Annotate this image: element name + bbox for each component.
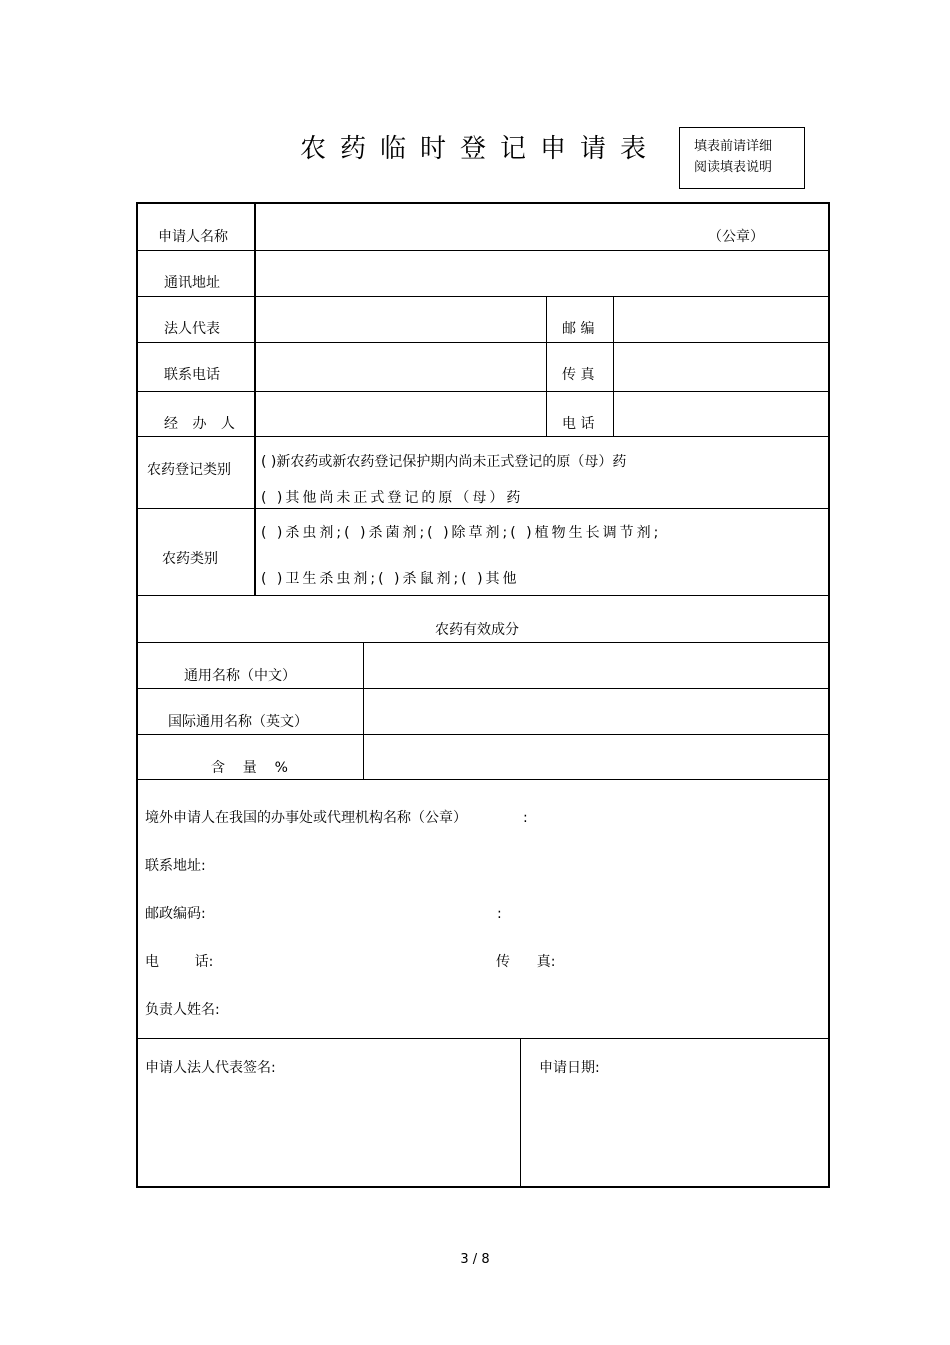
row-divider bbox=[138, 250, 828, 251]
overseas-fax-label: 传 真: bbox=[496, 954, 556, 970]
column-divider bbox=[546, 296, 547, 436]
common-name-en-label: 国际通用名称（英文） bbox=[168, 714, 308, 730]
handler-label: 经 办 人 bbox=[164, 416, 240, 432]
row-divider bbox=[138, 508, 828, 509]
page-title: 农药临时登记申请表 bbox=[300, 134, 661, 164]
row-divider bbox=[138, 779, 828, 780]
overseas-tel-label: 电 话: bbox=[145, 954, 214, 970]
fill-notice-box bbox=[679, 127, 805, 189]
content-percent-label: 含 量 % bbox=[211, 760, 288, 776]
pesticide-category-line-1: ( )杀虫剂;( )杀菌剂;( )除草剂;( )植物生长调节剂; bbox=[261, 525, 662, 541]
label-column-divider bbox=[254, 204, 256, 595]
notice-line-1: 填表前请详细 bbox=[694, 139, 773, 154]
overseas-postcode-colon: : bbox=[497, 906, 502, 922]
row-divider bbox=[138, 342, 828, 343]
application-form-table bbox=[136, 202, 830, 1188]
row-divider bbox=[138, 642, 828, 643]
pesticide-category-label: 农药类别 bbox=[162, 551, 218, 567]
row-divider bbox=[138, 734, 828, 735]
row-divider bbox=[138, 688, 828, 689]
registration-option-new: ( )新农药或新农药登记保护期内尚未正式登记的原（母）药 bbox=[261, 454, 627, 470]
registration-option-other: ( )其他尚未正式登记的原（母）药 bbox=[261, 490, 524, 506]
seal-label: （公章） bbox=[708, 229, 764, 245]
phone-label: 联系电话 bbox=[164, 367, 220, 383]
postcode-label: 邮 编 bbox=[562, 321, 595, 337]
overseas-office-label: 境外申请人在我国的办事处或代理机构名称（公章） bbox=[145, 810, 467, 826]
row-divider bbox=[138, 296, 828, 297]
legal-rep-signature-label: 申请人法人代表签名: bbox=[145, 1060, 276, 1076]
column-divider bbox=[520, 1038, 521, 1188]
common-name-cn-label: 通用名称（中文） bbox=[184, 668, 296, 684]
application-date-label: 申请日期: bbox=[539, 1060, 600, 1076]
row-divider bbox=[138, 391, 828, 392]
address-label: 通讯地址 bbox=[164, 275, 220, 291]
active-ingredient-header: 农药有效成分 bbox=[435, 622, 519, 638]
row-divider bbox=[138, 436, 828, 437]
notice-line-2: 阅读填表说明 bbox=[694, 160, 773, 175]
page-number: 3 / 8 bbox=[460, 1252, 490, 1267]
overseas-postcode-label: 邮政编码: bbox=[145, 906, 206, 922]
overseas-office-colon: : bbox=[523, 810, 528, 826]
tel-label: 电 话 bbox=[562, 416, 595, 432]
registration-category-label: 农药登记类别 bbox=[147, 462, 231, 478]
column-divider bbox=[363, 642, 364, 779]
pesticide-category-line-2: ( )卫生杀虫剂;( )杀鼠剂;( )其他 bbox=[261, 571, 520, 587]
applicant-name-label: 申请人名称 bbox=[158, 229, 228, 245]
row-divider bbox=[138, 1038, 828, 1039]
overseas-address-label: 联系地址: bbox=[145, 858, 206, 874]
fax-label: 传 真 bbox=[562, 367, 595, 383]
legal-rep-label: 法人代表 bbox=[164, 321, 220, 337]
responsible-person-label: 负责人姓名: bbox=[145, 1002, 220, 1018]
column-divider bbox=[613, 296, 614, 436]
row-divider bbox=[138, 595, 828, 596]
